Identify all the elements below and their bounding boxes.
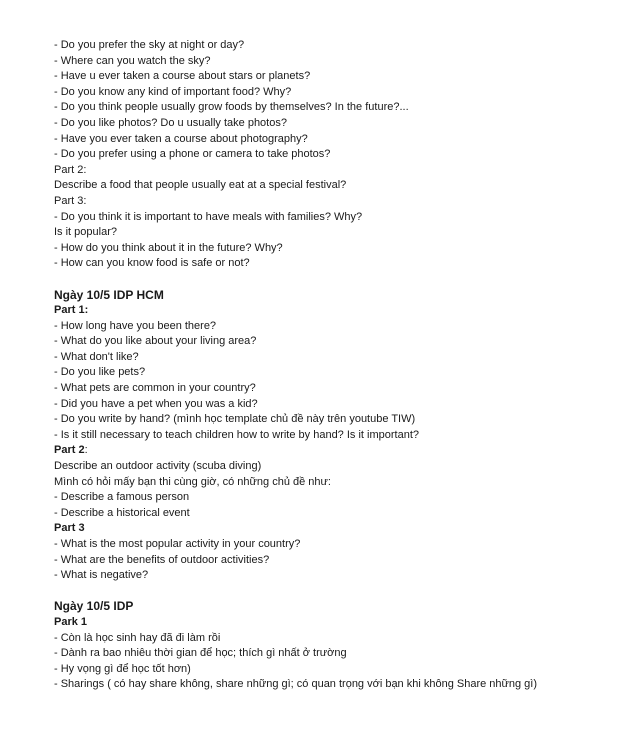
part-2-line: - Describe a famous person: [54, 491, 190, 504]
question-line: - Do you know any kind of important food? Why?: [54, 85, 292, 98]
question-line: - Where can you watch the sky?: [54, 54, 211, 67]
section-b: [54, 288, 574, 584]
part-2-heading: [54, 443, 574, 459]
question-line: - Have u ever taken a course about stars or planets?: [54, 70, 311, 83]
spacer: [54, 272, 574, 288]
part-1-label: Part 1:: [54, 304, 89, 317]
spacer: [54, 584, 574, 600]
part-2-topic: Describe a food that people usually eat at a special festival?: [54, 179, 347, 192]
question-line: - Did you have a pet when you was a kid?: [54, 397, 258, 410]
question-line: - Do you prefer using a phone or camera to take photos?: [54, 148, 331, 161]
question-line: - What do you like about your living area?: [54, 335, 257, 348]
question-line: - Do you prefer the sky at night or day?: [54, 39, 245, 51]
question-line: - Is it still necessary to teach children how to write by hand? Is it important?: [54, 428, 419, 441]
question-line: - What don't like?: [54, 350, 139, 363]
section-title: Ngày 10/5 IDP: [54, 599, 134, 614]
question-line: - Do you write by hand? (mình học template chủ đề này trên youtube TIW): [54, 413, 416, 426]
part-2-label: Part 2:: [54, 163, 87, 176]
part-3-label: Part 3:: [54, 194, 87, 207]
question-line: - Do you think it is important to have meals with families? Why?: [54, 210, 363, 223]
question-line: - Dành ra bao nhiêu thời gian để học; thích gì nhất ở trường: [54, 647, 347, 660]
question-line: - Do you like pets?: [54, 366, 146, 379]
part-3-label: Part 3: [54, 522, 85, 535]
part-2-colon: :: [84, 444, 88, 457]
question-line: - Do you think people usually grow foods by themselves? In the future?...: [54, 101, 409, 114]
question-line: - What is negative?: [54, 569, 149, 582]
document-body: [54, 38, 574, 693]
question-line: - How can you know food is safe or not?: [54, 257, 250, 270]
part-2-line: Mình có hỏi mấy bạn thi cùng giờ, có những chủ đề như:: [54, 475, 331, 488]
question-line: - Have you ever taken a course about photography?: [54, 132, 308, 145]
question-line: - How do you think about it in the future? Why?: [54, 241, 283, 254]
question-line: Is it popular?: [54, 226, 117, 239]
section-c: [54, 599, 574, 693]
question-line: - How long have you been there?: [54, 319, 217, 332]
question-line: - Hy vọng gì để học tốt hơn): [54, 662, 191, 675]
question-line: - What pets are common in your country?: [54, 382, 256, 395]
section-a: [54, 38, 574, 272]
part-2-label: Part 2: [54, 444, 85, 457]
question-line: - Sharings ( có hay share không, share những gì; có quan trọng với bạn khi không Share những gì): [54, 678, 538, 691]
question-line: - What are the benefits of outdoor activities?: [54, 553, 270, 566]
question-line: - What is the most popular activity in your country?: [54, 538, 301, 550]
part-1-label: Park 1: [54, 615, 88, 628]
question-line: - Do you like photos? Do u usually take photos?: [54, 116, 287, 129]
part-2-line: - Describe a historical event: [54, 506, 190, 519]
part-2-line: Describe an outdoor activity (scuba diving): [54, 460, 262, 473]
section-title: Ngày 10/5 IDP HCM: [54, 287, 164, 302]
question-line: - Còn là học sinh hay đã đi làm rồi: [54, 631, 221, 644]
